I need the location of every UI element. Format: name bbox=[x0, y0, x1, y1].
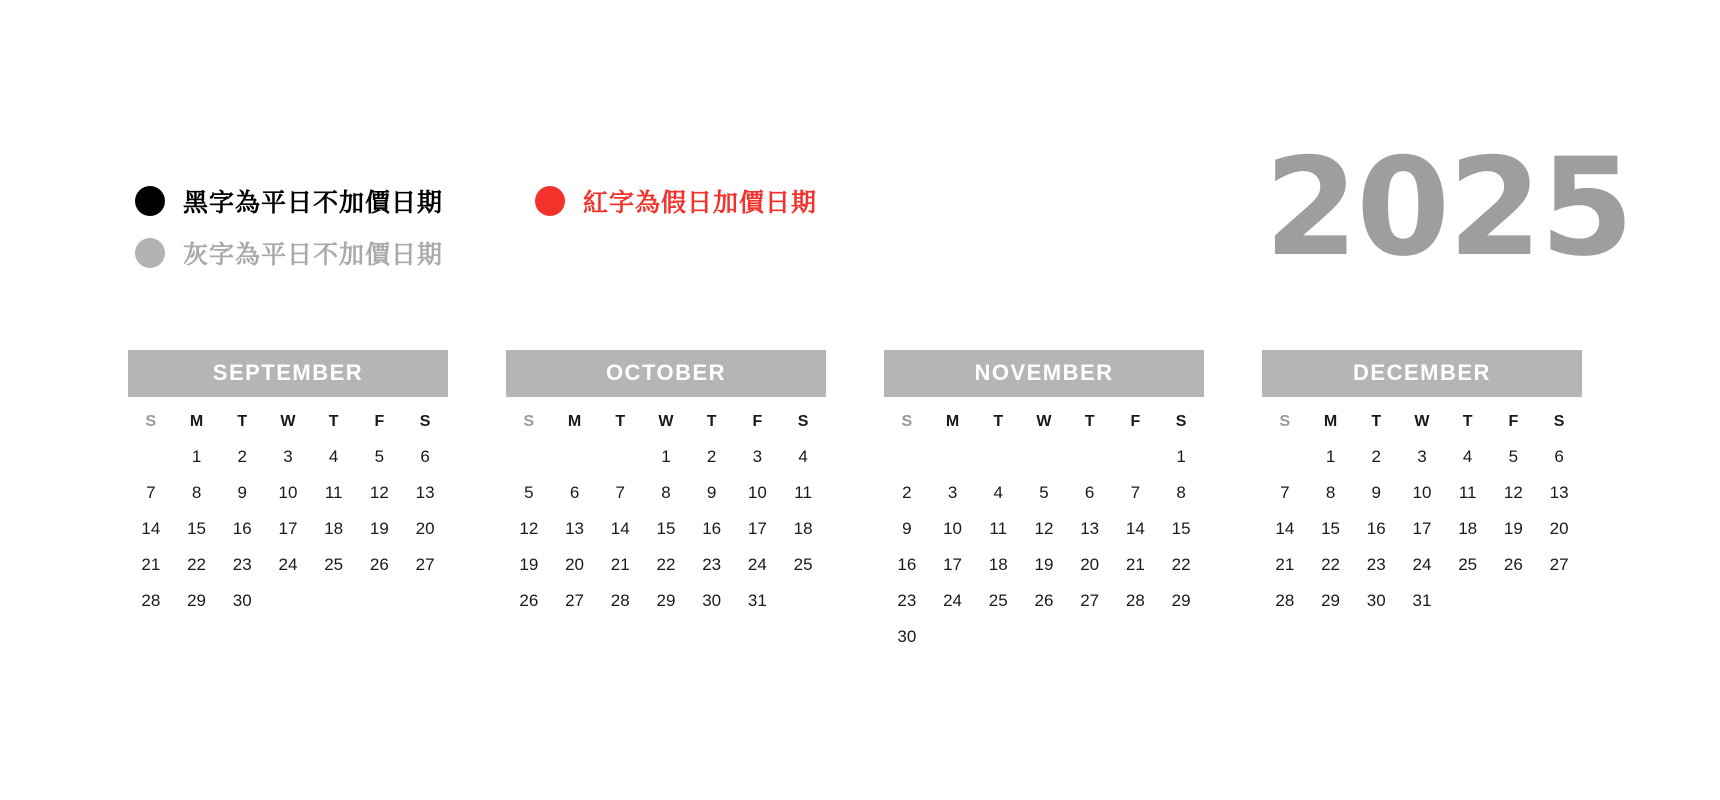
calendar-week-row bbox=[128, 547, 448, 583]
calendar-day-cell[interactable]: 20 bbox=[565, 555, 585, 574]
calendar-empty-cell bbox=[402, 583, 448, 619]
calendar-day-cell[interactable]: 31 bbox=[1412, 591, 1432, 610]
calendar-day-cell[interactable]: 14 bbox=[1125, 519, 1145, 538]
calendar-week-row bbox=[506, 511, 826, 547]
calendar-day-cell[interactable]: 2 bbox=[902, 483, 912, 502]
calendar-empty-cell bbox=[1021, 619, 1067, 655]
calendar-day-cell[interactable]: 10 bbox=[1412, 483, 1432, 502]
calendar-day-cell[interactable]: 6 bbox=[420, 447, 430, 466]
calendar-day-cell[interactable]: 19 bbox=[369, 519, 389, 538]
calendar-empty-cell bbox=[930, 439, 976, 475]
calendar-day-cell[interactable]: 21 bbox=[610, 555, 630, 574]
calendar-day-cell[interactable]: 10 bbox=[747, 483, 767, 502]
calendar-week-row bbox=[884, 439, 1204, 475]
weekday-header-fri: F bbox=[1130, 413, 1141, 430]
weekday-header-mon: M bbox=[1323, 413, 1338, 430]
calendar-empty-cell bbox=[1445, 583, 1491, 619]
calendar-day-cell[interactable]: 5 bbox=[374, 447, 385, 466]
calendar-day-cell[interactable]: 20 bbox=[1080, 555, 1100, 574]
calendar-day-cell[interactable]: 25 bbox=[988, 591, 1008, 610]
weekday-header-thu: T bbox=[706, 413, 717, 430]
legend-label-holiday-red: 紅字為假日加價日期 bbox=[583, 189, 818, 217]
calendar-empty-cell bbox=[1158, 619, 1204, 655]
calendar-day-cell[interactable]: 29 bbox=[187, 591, 207, 610]
calendar-day-cell[interactable]: 16 bbox=[702, 519, 722, 538]
calendar-day-cell[interactable]: 1 bbox=[661, 447, 671, 466]
calendar-day-cell[interactable]: 12 bbox=[1034, 519, 1054, 538]
calendar-day-cell[interactable]: 21 bbox=[141, 555, 161, 574]
calendar-day-cell[interactable]: 27 bbox=[565, 591, 585, 610]
month-october bbox=[506, 350, 826, 655]
calendar-day-cell[interactable]: 9 bbox=[237, 483, 247, 502]
calendar-empty-cell bbox=[1021, 439, 1067, 475]
weekday-header-wed: W bbox=[658, 413, 674, 430]
calendar-day-cell[interactable]: 28 bbox=[1125, 591, 1145, 610]
calendar-day-cell[interactable]: 27 bbox=[415, 555, 435, 574]
weekday-header-sat: S bbox=[797, 413, 809, 430]
legend-item-weekday-black bbox=[135, 183, 535, 219]
calendar-empty-cell bbox=[1491, 583, 1537, 619]
weekday-header-tue: T bbox=[1371, 413, 1382, 430]
calendar-day-cell[interactable]: 23 bbox=[1366, 555, 1386, 574]
calendar-day-cell[interactable]: 25 bbox=[1458, 555, 1478, 574]
calendar-day-cell[interactable]: 24 bbox=[1412, 555, 1432, 574]
calendar-day-cell[interactable]: 8 bbox=[661, 483, 671, 502]
calendar-week-row bbox=[1262, 439, 1582, 475]
calendar-day-cell[interactable]: 31 bbox=[747, 591, 767, 610]
calendar-week-row bbox=[506, 583, 826, 619]
calendar-empty-cell bbox=[597, 439, 643, 475]
calendar-day-cell[interactable]: 25 bbox=[793, 555, 813, 574]
calendar-day-cell[interactable]: 30 bbox=[1366, 591, 1386, 610]
weekday-header-sun: S bbox=[145, 413, 157, 430]
calendar-table bbox=[128, 407, 448, 619]
calendar-day-cell[interactable]: 3 bbox=[1417, 447, 1427, 466]
weekday-header-mon: M bbox=[945, 413, 960, 430]
calendar-day-cell[interactable]: 18 bbox=[793, 519, 813, 538]
calendar-day-cell[interactable]: 17 bbox=[943, 555, 963, 574]
calendar-day-cell[interactable]: 7 bbox=[1280, 483, 1290, 502]
weekday-header-tue: T bbox=[993, 413, 1004, 430]
grey-dot-icon bbox=[135, 238, 165, 268]
calendar-day-cell[interactable]: 12 bbox=[519, 519, 539, 538]
weekday-header-wed: W bbox=[1414, 413, 1430, 430]
calendar-week-row bbox=[884, 511, 1204, 547]
calendar-body bbox=[884, 439, 1204, 655]
calendar-day-cell[interactable]: 19 bbox=[1034, 555, 1054, 574]
calendar-day-cell[interactable]: 3 bbox=[283, 447, 293, 466]
calendar-table bbox=[1262, 407, 1582, 619]
calendar-day-cell[interactable]: 19 bbox=[1503, 519, 1523, 538]
calendar-day-cell[interactable]: 17 bbox=[1412, 519, 1432, 538]
weekday-header-fri: F bbox=[374, 413, 385, 430]
calendar-day-cell[interactable]: 4 bbox=[993, 483, 1003, 502]
calendar-day-cell[interactable]: 10 bbox=[278, 483, 298, 502]
calendar-day-cell[interactable]: 13 bbox=[565, 519, 585, 538]
legend bbox=[135, 175, 1035, 279]
calendar-day-cell[interactable]: 22 bbox=[1321, 555, 1341, 574]
calendar-day-cell[interactable]: 2 bbox=[237, 447, 247, 466]
weekday-header-fri: F bbox=[1508, 413, 1519, 430]
calendar-day-cell[interactable]: 21 bbox=[1125, 555, 1145, 574]
calendar-day-cell[interactable]: 30 bbox=[897, 627, 917, 646]
red-dot-icon bbox=[535, 186, 565, 216]
calendar-empty-cell bbox=[128, 439, 174, 475]
calendar-day-cell[interactable]: 6 bbox=[1084, 483, 1095, 502]
calendar-day-cell[interactable]: 7 bbox=[1130, 483, 1141, 502]
calendar-week-row bbox=[884, 583, 1204, 619]
calendar-day-cell[interactable]: 12 bbox=[369, 483, 389, 502]
calendar-day-cell[interactable]: 11 bbox=[1458, 483, 1477, 502]
calendar-body bbox=[506, 439, 826, 619]
calendar-day-cell[interactable]: 29 bbox=[656, 591, 676, 610]
calendar-empty-cell bbox=[552, 439, 598, 475]
month-title: DECEMBER bbox=[1262, 350, 1582, 397]
calendar-empty-cell bbox=[1067, 439, 1113, 475]
calendar-day-cell[interactable]: 12 bbox=[1503, 483, 1523, 502]
calendar-day-cell[interactable]: 24 bbox=[278, 555, 298, 574]
calendar-day-cell[interactable]: 23 bbox=[232, 555, 252, 574]
calendar-day-cell[interactable]: 9 bbox=[706, 483, 717, 502]
calendar-day-cell[interactable]: 16 bbox=[1366, 519, 1386, 538]
calendar-day-cell[interactable]: 18 bbox=[988, 555, 1008, 574]
calendar-week-row bbox=[128, 439, 448, 475]
calendar-empty-cell bbox=[1113, 619, 1159, 655]
legend-item-weekday-grey bbox=[135, 235, 535, 271]
calendar-empty-cell bbox=[975, 439, 1021, 475]
calendar-day-cell[interactable]: 21 bbox=[1275, 555, 1295, 574]
calendar-day-cell[interactable]: 15 bbox=[187, 519, 207, 538]
calendar-day-cell[interactable]: 15 bbox=[656, 519, 676, 538]
legend-label-weekday-grey: 灰字為平日不加價日期 bbox=[183, 241, 444, 269]
weekday-header-sat: S bbox=[1175, 413, 1187, 430]
month-september bbox=[128, 350, 448, 655]
calendar-body bbox=[128, 439, 448, 619]
calendar-day-cell[interactable]: 13 bbox=[1080, 519, 1100, 538]
weekday-header-sat: S bbox=[1553, 413, 1565, 430]
weekday-header-sun: S bbox=[523, 413, 535, 430]
calendar-day-cell[interactable]: 16 bbox=[232, 519, 252, 538]
calendar-day-cell[interactable]: 29 bbox=[1171, 591, 1191, 610]
calendar-day-cell[interactable]: 7 bbox=[615, 483, 625, 502]
calendar-day-cell[interactable]: 15 bbox=[1171, 519, 1191, 538]
calendar-week-row bbox=[1262, 511, 1582, 547]
calendar-day-cell[interactable]: 26 bbox=[1034, 591, 1054, 610]
weekday-header-sat: S bbox=[419, 413, 431, 430]
calendar-week-row bbox=[1262, 583, 1582, 619]
calendar-day-cell[interactable]: 13 bbox=[415, 483, 435, 502]
calendar-day-cell[interactable]: 27 bbox=[1080, 591, 1100, 610]
calendar-day-cell[interactable]: 6 bbox=[1554, 447, 1564, 466]
month-title: SEPTEMBER bbox=[128, 350, 448, 397]
calendar-day-cell[interactable]: 1 bbox=[1176, 447, 1186, 466]
calendar-day-cell[interactable]: 10 bbox=[943, 519, 963, 538]
calendar-day-cell[interactable]: 3 bbox=[947, 483, 958, 502]
calendar-day-cell[interactable]: 11 bbox=[989, 519, 1008, 538]
calendar-week-row bbox=[884, 619, 1204, 655]
calendar-day-cell[interactable]: 27 bbox=[1549, 555, 1569, 574]
month-grid bbox=[128, 350, 1582, 655]
calendar-day-cell[interactable]: 28 bbox=[141, 591, 161, 610]
calendar-day-cell[interactable]: 30 bbox=[232, 591, 252, 610]
month-november bbox=[884, 350, 1204, 655]
month-title: OCTOBER bbox=[506, 350, 826, 397]
calendar-day-cell[interactable]: 29 bbox=[1321, 591, 1341, 610]
calendar-empty-cell bbox=[1536, 583, 1582, 619]
calendar-body bbox=[1262, 439, 1582, 619]
calendar-day-cell[interactable]: 14 bbox=[610, 519, 630, 538]
weekday-header-thu: T bbox=[1462, 413, 1473, 430]
calendar-day-cell[interactable]: 14 bbox=[141, 519, 161, 538]
calendar-empty-cell bbox=[780, 583, 826, 619]
weekday-header-sun: S bbox=[1279, 413, 1291, 430]
month-title: NOVEMBER bbox=[884, 350, 1204, 397]
calendar-day-cell[interactable]: 22 bbox=[187, 555, 207, 574]
calendar-day-cell[interactable]: 17 bbox=[747, 519, 767, 538]
calendar-day-cell[interactable]: 5 bbox=[524, 483, 534, 502]
calendar-day-cell[interactable]: 28 bbox=[610, 591, 630, 610]
legend-label-weekday-black: 黑字為平日不加價日期 bbox=[183, 189, 444, 217]
legend-item-holiday-red bbox=[535, 183, 817, 219]
calendar-day-cell[interactable]: 23 bbox=[702, 555, 722, 574]
calendar-empty-cell bbox=[1113, 439, 1159, 475]
calendar-empty-cell bbox=[975, 619, 1021, 655]
calendar-day-cell[interactable]: 5 bbox=[1039, 483, 1049, 502]
calendar-day-cell[interactable]: 24 bbox=[943, 591, 963, 610]
calendar-day-cell[interactable]: 4 bbox=[1462, 447, 1473, 466]
calendar-empty-cell bbox=[1262, 439, 1308, 475]
calendar-day-cell[interactable]: 11 bbox=[324, 483, 343, 502]
weekday-header-thu: T bbox=[1084, 413, 1095, 430]
calendar-week-row bbox=[1262, 547, 1582, 583]
calendar-empty-cell bbox=[506, 439, 552, 475]
calendar-day-cell[interactable]: 6 bbox=[569, 483, 580, 502]
calendar-empty-cell bbox=[265, 583, 311, 619]
calendar-day-cell[interactable]: 26 bbox=[519, 591, 539, 610]
calendar-day-cell[interactable]: 30 bbox=[702, 591, 722, 610]
calendar-day-cell[interactable]: 16 bbox=[897, 555, 917, 574]
calendar-week-row bbox=[506, 547, 826, 583]
legend-row-secondary bbox=[135, 227, 1035, 279]
weekday-header-row bbox=[128, 407, 448, 439]
weekday-header-tue: T bbox=[237, 413, 248, 430]
weekday-header-wed: W bbox=[1036, 413, 1052, 430]
calendar-week-row bbox=[506, 439, 826, 475]
calendar-day-cell[interactable]: 25 bbox=[324, 555, 344, 574]
calendar-day-cell[interactable]: 26 bbox=[1503, 555, 1523, 574]
weekday-header-fri: F bbox=[752, 413, 763, 430]
calendar-day-cell[interactable]: 9 bbox=[902, 519, 912, 538]
weekday-header-sun: S bbox=[901, 413, 913, 430]
calendar-empty-cell bbox=[930, 619, 976, 655]
calendar-day-cell[interactable]: 22 bbox=[656, 555, 676, 574]
calendar-day-cell[interactable]: 22 bbox=[1171, 555, 1191, 574]
calendar-day-cell[interactable]: 8 bbox=[1176, 483, 1186, 502]
calendar-day-cell[interactable]: 9 bbox=[1371, 483, 1381, 502]
calendar-table bbox=[506, 407, 826, 619]
calendar-day-cell[interactable]: 1 bbox=[191, 447, 202, 466]
month-december bbox=[1262, 350, 1582, 655]
calendar-day-cell[interactable]: 13 bbox=[1549, 483, 1569, 502]
calendar-week-row bbox=[128, 511, 448, 547]
weekday-header-row bbox=[506, 407, 826, 439]
weekday-header-tue: T bbox=[615, 413, 626, 430]
calendar-day-cell[interactable]: 4 bbox=[328, 447, 339, 466]
calendar-day-cell[interactable]: 24 bbox=[747, 555, 767, 574]
legend-row-primary bbox=[135, 175, 1035, 227]
weekday-header-mon: M bbox=[189, 413, 204, 430]
calendar-day-cell[interactable]: 28 bbox=[1275, 591, 1295, 610]
calendar-day-cell[interactable]: 20 bbox=[415, 519, 435, 538]
weekday-header-wed: W bbox=[280, 413, 296, 430]
calendar-table bbox=[884, 407, 1204, 655]
calendar-day-cell[interactable]: 14 bbox=[1275, 519, 1295, 538]
calendar-day-cell[interactable]: 18 bbox=[1458, 519, 1478, 538]
weekday-header-row bbox=[1262, 407, 1582, 439]
calendar-empty-cell bbox=[1067, 619, 1113, 655]
calendar-week-row bbox=[1262, 475, 1582, 511]
calendar-day-cell[interactable]: 2 bbox=[1371, 447, 1381, 466]
calendar-day-cell[interactable]: 20 bbox=[1549, 519, 1569, 538]
weekday-header-row bbox=[884, 407, 1204, 439]
calendar-day-cell[interactable]: 3 bbox=[752, 447, 763, 466]
calendar-week-row bbox=[128, 583, 448, 619]
calendar-day-cell[interactable]: 19 bbox=[519, 555, 539, 574]
calendar-week-row bbox=[884, 547, 1204, 583]
weekday-header-mon: M bbox=[567, 413, 582, 430]
calendar-day-cell[interactable]: 15 bbox=[1321, 519, 1341, 538]
year-title: 2025 bbox=[1264, 129, 1632, 286]
calendar-week-row bbox=[506, 475, 826, 511]
calendar-day-cell[interactable]: 11 bbox=[794, 483, 812, 502]
calendar-day-cell[interactable]: 23 bbox=[897, 591, 917, 610]
calendar-empty-cell bbox=[357, 583, 403, 619]
calendar-week-row bbox=[884, 475, 1204, 511]
calendar-day-cell[interactable]: 7 bbox=[146, 483, 156, 502]
calendar-day-cell[interactable]: 18 bbox=[324, 519, 344, 538]
weekday-header-thu: T bbox=[328, 413, 339, 430]
calendar-day-cell[interactable]: 17 bbox=[278, 519, 298, 538]
calendar-day-cell[interactable]: 5 bbox=[1508, 447, 1519, 466]
calendar-empty-cell bbox=[311, 583, 357, 619]
calendar-day-cell[interactable]: 26 bbox=[369, 555, 389, 574]
calendar-day-cell[interactable]: 8 bbox=[1325, 483, 1336, 502]
calendar-empty-cell bbox=[884, 439, 930, 475]
calendar-week-row bbox=[128, 475, 448, 511]
black-dot-icon bbox=[135, 186, 165, 216]
calendar-day-cell[interactable]: 1 bbox=[1325, 447, 1336, 466]
calendar-day-cell[interactable]: 4 bbox=[798, 447, 808, 466]
calendar-day-cell[interactable]: 8 bbox=[191, 483, 202, 502]
calendar-day-cell[interactable]: 2 bbox=[706, 447, 717, 466]
